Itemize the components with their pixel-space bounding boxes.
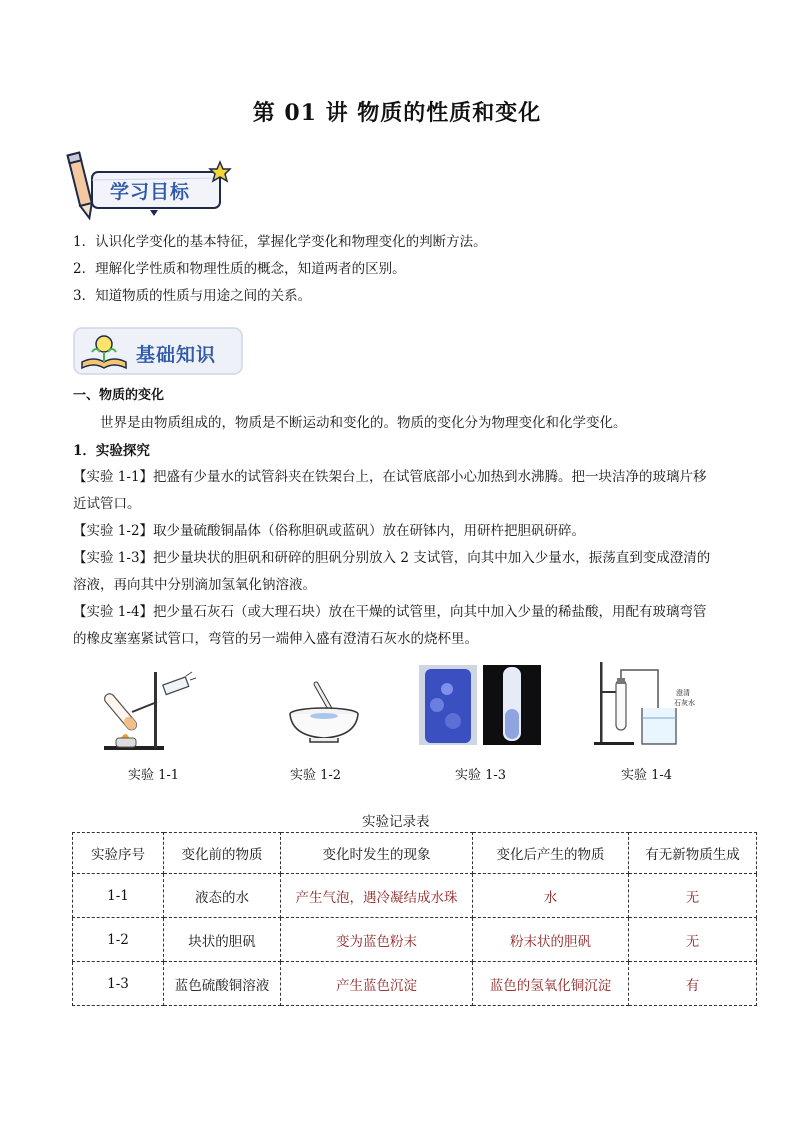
table-cell: 1-3	[73, 962, 164, 1006]
table-row	[73, 874, 757, 918]
table-cell: 块状的胆矾	[164, 918, 281, 962]
figure-caption-1-3: 实验 1-3	[455, 768, 507, 783]
basic-knowledge-banner	[70, 322, 246, 380]
table-caption: 实验记录表	[362, 814, 430, 830]
basic-knowledge-title: 基础知识	[136, 344, 217, 366]
figure-caption-1-4: 实验 1-4	[621, 768, 673, 783]
learning-goals-title: 学习目标	[110, 181, 191, 203]
table-cell: 水	[473, 874, 629, 918]
table-cell: 1-2	[73, 918, 164, 962]
experiment-record-table	[72, 832, 757, 1006]
table-cell: 产生蓝色沉淀	[281, 962, 473, 1006]
goal-item: 2．理解化学性质和物理性质的概念，知道两者的区别。	[73, 261, 406, 277]
table-header-row	[73, 833, 757, 874]
experiment-1-4: 【实验 1-4】把少量石灰石（或大理石块）放在干燥的试管里，向其中加入少量的稀盐酸，用配有玻璃弯管	[73, 604, 707, 620]
table-cell: 变为蓝色粉末	[281, 918, 473, 962]
table-cell: 有	[629, 962, 757, 1006]
table-cell: 粉末状的胆矾	[473, 918, 629, 962]
figure-caption-1-1: 实验 1-1	[128, 768, 180, 783]
table-cell: 液态的水	[164, 874, 281, 918]
experiment-1-1: 【实验 1-1】把盛有少量水的试管斜夹在铁架台上，在试管底部小心加热到水沸腾。把一块洁净的玻璃片移	[73, 469, 707, 485]
table-row	[73, 962, 757, 1006]
table-header-cell: 变化时发生的现象	[281, 833, 473, 874]
experiment-1-2: 【实验 1-2】取少量硫酸铜晶体（俗称胆矾或蓝矾）放在研钵内，用研杵把胆矾研碎。	[73, 523, 586, 539]
subsection-heading: 1．实验探究	[73, 443, 150, 459]
table-cell: 蓝色的氢氧化铜沉淀	[473, 962, 629, 1006]
page-title: 第 01 讲 物质的性质和变化	[252, 100, 542, 126]
table-header-cell: 变化后产生的物质	[473, 833, 629, 874]
figure-caption-1-2: 实验 1-2	[290, 768, 342, 783]
section-heading: 一、物质的变化	[73, 388, 165, 403]
goal-item: 3．知道物质的性质与用途之间的关系。	[73, 288, 312, 304]
learning-goals-banner	[66, 148, 236, 224]
figure-1-4-limestone-apparatus	[592, 660, 695, 752]
section-intro: 世界是由物质组成的，物质是不断运动和变化的。物质的变化分为物理变化和化学变化。	[100, 415, 627, 431]
table-cell: 无	[629, 918, 757, 962]
experiment-1-3: 【实验 1-3】把少量块状的胆矾和研碎的胆矾分别放入 2 支试管，向其中加入少量水，振荡直到变成澄清的	[73, 550, 711, 566]
figure-1-1-heating-apparatus	[100, 666, 210, 756]
table-cell: 无	[629, 874, 757, 918]
table-header-cell: 有无新物质生成	[629, 833, 757, 874]
table-header-cell: 变化前的物质	[164, 833, 281, 874]
table-cell: 1-1	[73, 874, 164, 918]
beaker-label: 石灰水	[674, 699, 695, 707]
figure-1-2-mortar-pestle	[284, 676, 364, 750]
experiment-1-4-cont: 的橡皮塞塞紧试管口，弯管的另一端伸入盛有澄清石灰水的烧杯里。	[73, 631, 478, 647]
table-row	[73, 918, 757, 962]
beaker-label: 澄清	[676, 689, 690, 697]
table-header-cell: 实验序号	[73, 833, 164, 874]
experiment-1-3-cont: 溶液，再向其中分别滴加氢氧化钠溶液。	[73, 577, 316, 593]
table-cell: 产生气泡，遇冷凝结成水珠	[281, 874, 473, 918]
figure-1-3-blue-precipitate-photos	[419, 665, 541, 749]
table-cell: 蓝色硫酸铜溶液	[164, 962, 281, 1006]
goal-item: 1．认识化学变化的基本特征，掌握化学变化和物理变化的判断方法。	[73, 234, 487, 250]
experiment-1-1-cont: 近试管口。	[73, 496, 141, 512]
